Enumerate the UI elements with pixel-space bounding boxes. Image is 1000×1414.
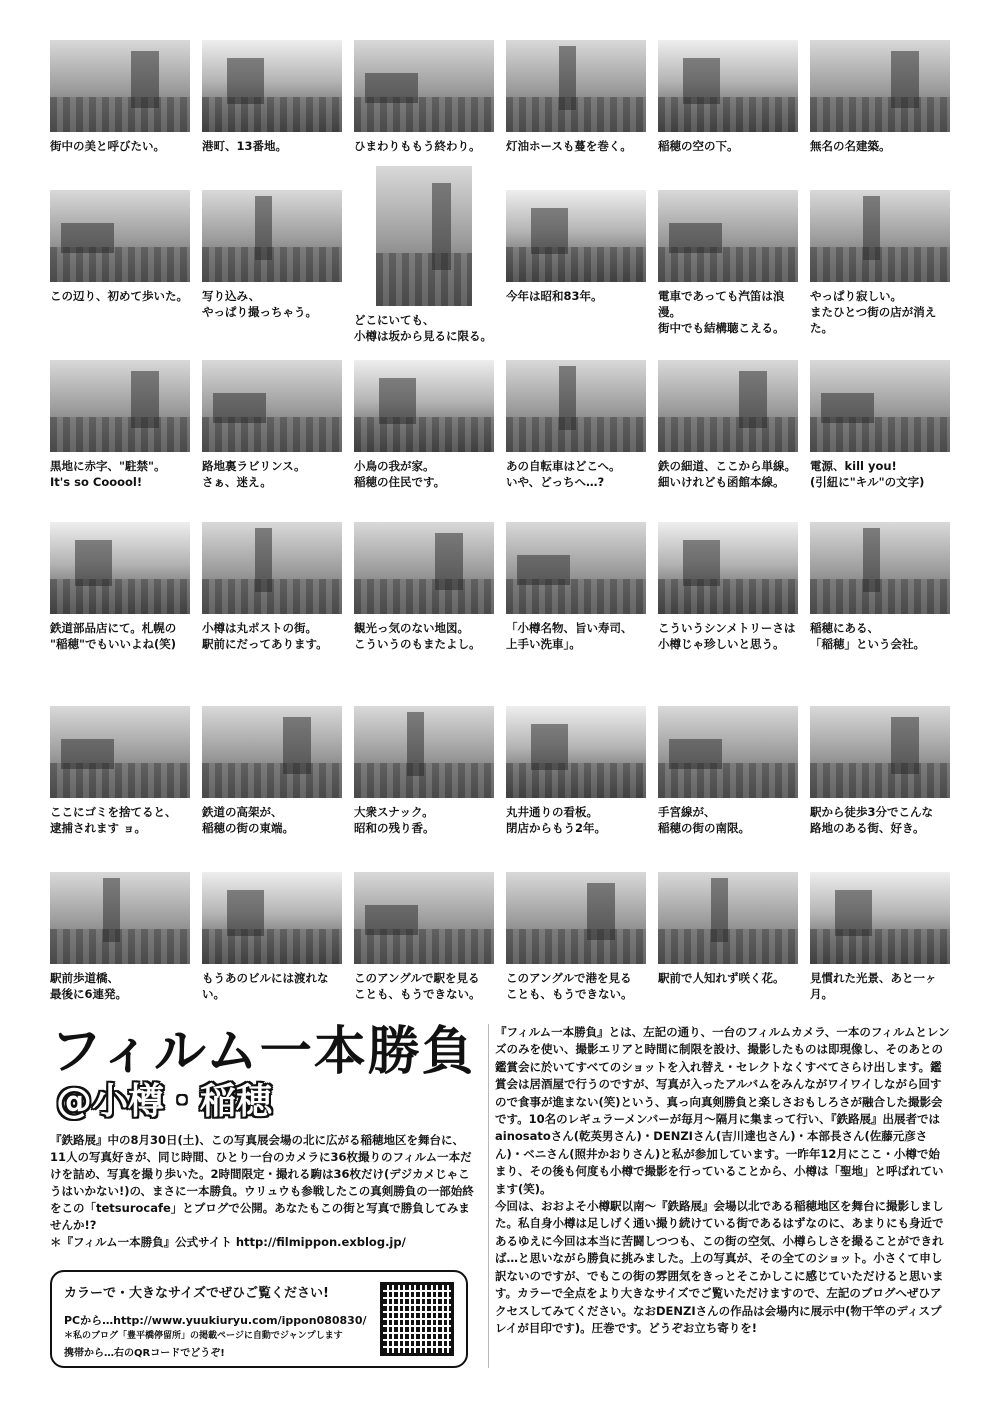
pc-url-link[interactable]: PCから…http://www.yuukiuryu.com/ippon080830/ — [64, 1314, 367, 1327]
photo-cell — [50, 40, 190, 154]
photo-caption: このアングルで港を見る ことも、もうできない。 — [506, 971, 633, 1001]
column-divider — [488, 1024, 489, 1368]
street-photo — [810, 522, 950, 614]
photo-cell — [658, 360, 798, 490]
photo-cell — [810, 706, 950, 836]
photo-cell — [354, 706, 494, 836]
qr-code-icon[interactable] — [380, 1282, 454, 1356]
photo-caption: 写り込み、 やっぱり撮っちゃう。 — [202, 289, 317, 319]
photo-cell — [658, 40, 798, 154]
street-photo — [202, 40, 342, 132]
street-photo — [506, 40, 646, 132]
photo-caption: 港町、13番地。 — [202, 139, 288, 153]
photo-cell — [506, 190, 646, 304]
street-photo — [506, 872, 646, 964]
photo-caption: 路地裏ラビリンス。 さぁ、迷え。 — [202, 459, 306, 489]
photo-caption: もうあのビルには渡れない。 — [202, 971, 329, 1001]
street-photo — [50, 40, 190, 132]
street-photo — [50, 872, 190, 964]
photo-cell — [658, 190, 798, 336]
photo-caption: 電源、kill you! (引紐に"キル"の文字) — [810, 459, 925, 489]
photo-caption: 無名の名建築。 — [810, 139, 891, 153]
description-paragraph: 『フィルム一本勝負』とは、左記の通り、一台のフィルムカメラ、一本のフィルムとレンズのみを使い、撮影エリアと時間に制限を設け、撮影したものは即現像し、そのあとの鑑賞会に於いてすべてのショットを入れ替え・セレクトなくすべてさらけ出します。鑑賞会は居酒屋で行うのですが、写真が入ったアルバムをみんながワイワイしながら回すので食事が進まない(笑)という、真っ向真剣勝負と楽しさおもしろさが融合した撮影会です。10名のレギュラーメンバーが毎月〜隔月に集まって行い、『鉄路展』出展者ではainosatoさん(乾英男さん)・DENZIさん(吉川達也さん)・本部長さん(佐藤元彦さん)・ベニさん(照井かおりさん)と私が参加しています。一昨年12月にここ・小樽で始まり、その後も何度も小樽で撮影を行っていることから、小樽は「聖地」と呼ばれています(笑)。 — [495, 1025, 950, 1196]
street-photo — [658, 522, 798, 614]
street-photo — [50, 190, 190, 282]
photo-cell — [506, 40, 646, 154]
street-photo — [50, 360, 190, 452]
official-site-link[interactable]: ＊『フィルム一本勝負』公式サイト http://filmippon.exblog.jp/ — [50, 1235, 406, 1249]
blog-note: ＊私のブログ「豊平橋停留所」の掲載ページに自動でジャンプします — [64, 1331, 343, 1341]
description-column — [495, 1024, 950, 1369]
photo-caption: 駅前歩道橋、 最後に6連発。 — [50, 971, 128, 1001]
photo-cell — [506, 872, 646, 1002]
street-photo — [202, 522, 342, 614]
photo-caption: 手宮線が、 稲穂の街の南限。 — [658, 805, 750, 835]
street-photo — [810, 40, 950, 132]
street-photo — [810, 190, 950, 282]
street-photo — [658, 190, 798, 282]
photo-cell — [202, 40, 342, 154]
photo-caption: あの自転車はどこへ。 いや、どっちへ…? — [506, 459, 621, 489]
photo-cell — [810, 872, 950, 1002]
photo-caption: 小鳥の我が家。 稲穂の住民です。 — [354, 459, 446, 489]
street-photo — [376, 166, 472, 306]
photo-caption: 街中の美と呼びたい。 — [50, 139, 165, 153]
photo-cell — [202, 522, 342, 652]
photo-caption: 見慣れた光景、あと一ヶ月。 — [810, 971, 937, 1001]
photo-caption: 鉄の細道、ここから単線。 細いけれども函館本線。 — [658, 459, 796, 489]
photo-cell — [50, 872, 190, 1002]
photo-caption: こういうシンメトリーさは 小樽じゃ珍しいと思う。 — [658, 621, 796, 651]
photo-cell — [810, 190, 950, 336]
mobile-note: 携帯から…右のQRコードでどうぞ! — [64, 1348, 225, 1359]
street-photo — [354, 706, 494, 798]
photo-caption: 灯油ホースも蔓を巻く。 — [506, 139, 632, 153]
street-photo — [506, 706, 646, 798]
photo-cell — [354, 522, 494, 652]
photo-cell — [506, 360, 646, 490]
photo-caption: ここにゴミを捨てると、 逮捕されます ョ。 — [50, 805, 177, 835]
photo-caption: 観光っ気のない地図。 こういうのもまたよし。 — [354, 621, 481, 651]
photo-caption: 黒地に赤字、"駐禁"。 It's so Cooool! — [50, 459, 166, 489]
cta-heading: カラーで・大きなサイズでぜひご覧ください! — [64, 1286, 329, 1301]
color-view-box — [50, 1270, 468, 1368]
street-photo — [354, 522, 494, 614]
street-photo — [506, 522, 646, 614]
photo-caption: 大衆スナック。 昭和の残り香。 — [354, 805, 435, 835]
photo-cell — [202, 360, 342, 490]
photo-caption: 「小樽名物、旨い寿司、 上手い洗車」。 — [506, 621, 633, 651]
street-photo — [658, 360, 798, 452]
photo-cell — [658, 522, 798, 652]
street-photo — [810, 872, 950, 964]
photo-cell — [50, 360, 190, 490]
photo-cell — [354, 166, 494, 344]
street-photo — [506, 360, 646, 452]
street-photo — [658, 706, 798, 798]
photo-caption: 小樽は丸ポストの街。 駅前にだってあります。 — [202, 621, 328, 651]
street-photo — [658, 872, 798, 964]
photo-cell — [810, 360, 950, 490]
photo-caption: ひまわりももう終わり。 — [354, 139, 481, 153]
photo-cell — [202, 872, 342, 1002]
street-photo — [810, 706, 950, 798]
photo-caption: 鉄道部品店にて。札幌の "稲穂"でもいいよね(笑) — [50, 621, 177, 651]
photo-cell — [354, 360, 494, 490]
street-photo — [50, 522, 190, 614]
street-photo — [202, 360, 342, 452]
photo-caption: どこにいても、 小樽は坂から見るに限る。 — [354, 313, 492, 343]
photo-caption: このアングルで駅を見る ことも、もうできない。 — [354, 971, 481, 1001]
photo-caption: 駅から徒歩3分でこんな 路地のある街、好き。 — [810, 805, 934, 835]
photo-caption: 鉄道の高架が、 稲穂の街の東端。 — [202, 805, 294, 835]
street-photo — [354, 872, 494, 964]
intro-body: 『鉄路展』中の8月30日(土)、この写真展会場の北に広がる稲穂地区を舞台に、11人の写真好きが、同じ時間、ひとり一台のカメラに36枚撮りのフィルム一本だけを詰め、写真を撮り歩いた。2時間限定・撮れる駒は36枚だけ(デジカメじゃこうはいかない!)の、まさに一本勝負。ウリュウも参戦したこの真剣勝負の一部始終をこの「tetsurocafe」とブログで公開。あなたもこの街と写真で勝負してみませんか!? — [50, 1133, 474, 1232]
street-photo — [658, 40, 798, 132]
photo-cell — [810, 522, 950, 652]
photo-cell — [202, 706, 342, 836]
page-subtitle: @小樽・稲穂 — [56, 1081, 273, 1122]
photo-caption: 電車であっても汽笛は浪漫。 街中でも結構聴こえる。 — [658, 289, 785, 335]
photo-cell — [50, 190, 190, 304]
photo-cell — [50, 522, 190, 652]
photo-cell — [50, 706, 190, 836]
photo-cell — [810, 40, 950, 154]
street-photo — [354, 360, 494, 452]
street-photo — [202, 190, 342, 282]
street-photo — [506, 190, 646, 282]
photo-cell — [658, 706, 798, 836]
photo-cell — [658, 872, 798, 986]
street-photo — [50, 706, 190, 798]
photo-caption: 稲穂にある、 「稲穂」という会社。 — [810, 621, 925, 651]
description-paragraph: 今回は、おおよそ小樽駅以南〜『鉄路展』会場以北である稲穂地区を舞台に撮影しました。私自身小樽は足しげく通い撮り続けている街であるはずなのに、あまりにも身近であるゆえに今回は本当に苦闘しつつも、この街の空気、小樽らしさを撮ることができれば…と思いながら勝負に挑みました。上の写真が、その全てのショット。小さくて申し訳ないのですが、でもこの街の雰囲気をきっとそこかしこに感じていただけると思います。カラーで全点をより大きなサイズでご覧いただけますので、左記のブログへぜひアクセスしてみてください。なおDENZIさんの作品は会場内に展示中(物干竿のディスプレイが目印です)。圧巻です。どうぞお立ち寄りを! — [495, 1199, 944, 1335]
photo-cell — [354, 40, 494, 154]
photo-caption: やっぱり寂しい。 またひとつ街の店が消えた。 — [810, 289, 937, 335]
photo-caption: この辺り、初めて歩いた。 — [50, 289, 188, 303]
photo-caption: 駅前で人知れず咲く花。 — [658, 971, 785, 985]
photo-caption: 今年は昭和83年。 — [506, 289, 603, 303]
photo-caption: 丸井通りの看板。 閉店からもう2年。 — [506, 805, 607, 835]
photo-cell — [506, 522, 646, 652]
street-photo — [202, 706, 342, 798]
photo-cell — [202, 190, 342, 320]
street-photo — [202, 872, 342, 964]
street-photo — [354, 40, 494, 132]
intro-section — [50, 1132, 475, 1251]
street-photo — [810, 360, 950, 452]
photo-caption: 稲穂の空の下。 — [658, 139, 739, 153]
photo-cell — [506, 706, 646, 836]
page-title: フィルム一本勝負 — [50, 1022, 476, 1082]
photo-cell — [354, 872, 494, 1002]
